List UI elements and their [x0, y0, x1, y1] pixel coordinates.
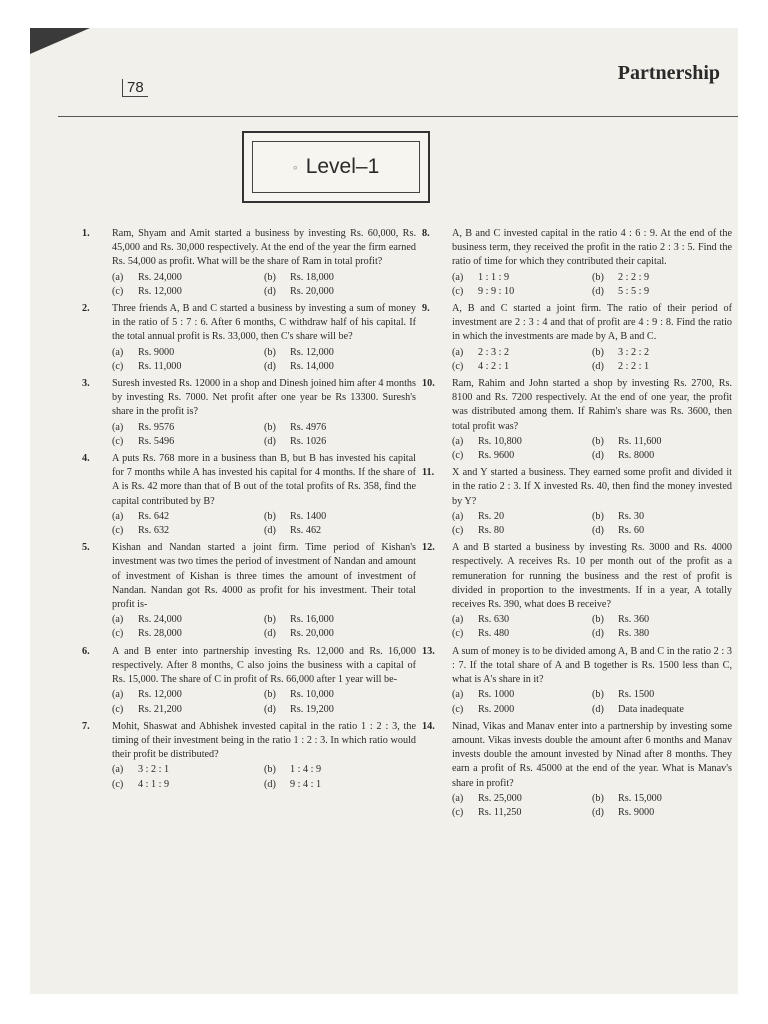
- question-item: [422, 541, 732, 641]
- answer-option: [112, 524, 264, 538]
- option-value: Rs. 2000: [478, 703, 515, 715]
- answer-option: [452, 510, 592, 524]
- question-text: Mohit, Shaswat and Abhishek invested capital in the ratio 1 : 2 : 3, the timing of their investment being in the ratio 1 : 2 : 3. In which ratio would their profit be distributed?: [112, 720, 416, 761]
- option-key: (a): [112, 510, 124, 522]
- option-value: Rs. 20: [478, 510, 505, 522]
- page-number: 78: [122, 79, 148, 97]
- option-value: Rs. 60: [618, 525, 645, 537]
- question-text: Ninad, Vikas and Manav enter into a partnership by investing some amount. Vikas invests double the amount after 6 months and Manav invests double the amount invested by Ninad after 8 months. They earn a profit of Rs. 45000 at the end of the year. What is Manav's share in profit?: [452, 720, 732, 789]
- answer-option: [112, 627, 264, 641]
- option-key: (a): [452, 792, 464, 804]
- option-key: (b): [264, 421, 276, 433]
- option-value: Rs. 8000: [618, 450, 655, 462]
- option-key: (d): [264, 435, 276, 447]
- option-key: (b): [592, 510, 604, 522]
- option-value: Rs. 5496: [138, 435, 175, 447]
- option-value: Rs. 630: [478, 614, 510, 626]
- option-key: (d): [592, 806, 604, 818]
- option-key: (a): [452, 614, 464, 626]
- question-item: [422, 645, 732, 717]
- option-value: Rs. 30: [618, 510, 645, 522]
- answer-option: [452, 524, 592, 538]
- answer-option: [112, 703, 264, 717]
- option-key: (b): [264, 689, 276, 701]
- question-number: 6.: [82, 645, 90, 657]
- option-value: Rs. 24,000: [138, 271, 182, 283]
- answer-option: [592, 613, 732, 627]
- option-key: (b): [592, 271, 604, 283]
- option-value: 1 : 4 : 9: [290, 764, 322, 776]
- option-key: (c): [112, 435, 124, 447]
- option-value: Rs. 80: [478, 525, 505, 537]
- option-key: (d): [264, 525, 276, 537]
- question-item: [82, 302, 416, 374]
- answer-option: [112, 510, 264, 524]
- answer-options: [452, 271, 732, 299]
- answer-option: [264, 285, 416, 299]
- answer-option: [452, 271, 592, 285]
- left-question-column: [82, 227, 416, 795]
- question-text: Three friends A, B and C started a business by investing a sum of money in the ratio of 5 : 7 : 6. After 6 months, C withdraw half of his capital. If the total annual profit is Rs. 33,000, then C's share will be?: [112, 303, 416, 343]
- option-key: (c): [112, 525, 124, 537]
- answer-option: [112, 435, 264, 449]
- option-value: Rs. 12,000: [290, 346, 334, 358]
- option-value: Rs. 24,000: [138, 614, 182, 626]
- answer-options: [112, 421, 416, 449]
- option-key: (c): [452, 285, 464, 297]
- answer-option: [452, 792, 592, 806]
- question-text: A sum of money is to be divided among A, B and C in the ratio 2 : 3 : 7. If the total share of A and B together is Rs. 1500 less than C, what is A's share in it?: [452, 645, 732, 686]
- question-number: 11.: [422, 467, 435, 479]
- answer-option: [264, 421, 416, 435]
- question-number: 10.: [422, 378, 435, 390]
- option-key: (b): [592, 689, 604, 701]
- option-key: (b): [264, 346, 276, 358]
- answer-option: [592, 360, 732, 374]
- question-text: Kishan and Nandan started a joint firm. Time period of Kishan's investment was two times the period of investment of Nandan and amount of investment of Kishan is three times the amount of investment of Nandan. Nandan got Rs. 4000 as profit for his investment. Their total profit is-: [112, 542, 416, 611]
- answer-option: [264, 524, 416, 538]
- question-text: X and Y started a business. They earned some profit and divided it in the ratio 2 : 3. If X invested Rs. 40, then find the money invested by Y?: [452, 467, 732, 507]
- answer-options: [452, 792, 732, 820]
- answer-option: [264, 627, 416, 641]
- answer-option: [112, 271, 264, 285]
- question-item: [82, 645, 416, 717]
- question-number: 9.: [422, 303, 430, 315]
- answer-option: [112, 613, 264, 627]
- answer-options: [452, 510, 732, 538]
- question-item: [82, 227, 416, 299]
- option-key: (c): [452, 360, 464, 372]
- option-value: 3 : 2 : 2: [618, 346, 650, 358]
- answer-option: [452, 285, 592, 299]
- option-value: Rs. 16,000: [290, 614, 334, 626]
- option-key: (b): [264, 614, 276, 626]
- question-number: 14.: [422, 720, 435, 732]
- question-text: A, B and C invested capital in the ratio 4 : 6 : 9. At the end of the business term, they received the profit in the ratio 2 : 3 : 5. Find the ratio of time for which they contributed their capital.: [452, 228, 732, 268]
- answer-options: [112, 688, 416, 716]
- option-value: Rs. 480: [478, 628, 510, 640]
- option-value: Rs. 9000: [138, 346, 175, 358]
- answer-option: [112, 763, 264, 777]
- chapter-title: Partnership: [617, 62, 720, 84]
- option-key: (c): [112, 703, 124, 715]
- option-value: Rs. 20,000: [290, 628, 334, 640]
- option-key: (a): [112, 614, 124, 626]
- option-key: (a): [452, 510, 464, 522]
- level-heading-inner: [252, 141, 420, 193]
- answer-options: [452, 613, 732, 641]
- answer-option: [452, 806, 592, 820]
- option-value: Rs. 632: [138, 525, 170, 537]
- option-value: Rs. 1000: [478, 689, 515, 701]
- answer-option: [112, 778, 264, 792]
- option-value: Rs. 14,000: [290, 360, 334, 372]
- answer-option: [112, 346, 264, 360]
- option-key: (d): [264, 628, 276, 640]
- answer-option: [592, 703, 732, 717]
- answer-option: [264, 435, 416, 449]
- question-item: [422, 466, 732, 538]
- option-key: (d): [592, 285, 604, 297]
- option-value: Rs. 20,000: [290, 285, 334, 297]
- option-value: Rs. 19,200: [290, 703, 334, 715]
- answer-option: [264, 688, 416, 702]
- answer-option: [264, 763, 416, 777]
- answer-option: [592, 510, 732, 524]
- option-value: Rs. 10,800: [478, 435, 522, 447]
- option-value: Rs. 462: [290, 525, 322, 537]
- option-key: (b): [592, 792, 604, 804]
- option-key: (a): [452, 271, 464, 283]
- answer-option: [452, 613, 592, 627]
- option-key: (d): [592, 450, 604, 462]
- question-number: 1.: [82, 228, 90, 239]
- answer-option: [452, 435, 592, 449]
- option-key: (c): [112, 285, 124, 297]
- answer-option: [264, 778, 416, 792]
- option-value: Rs. 360: [618, 614, 650, 626]
- option-value: Rs. 1026: [290, 435, 327, 447]
- question-item: [422, 377, 732, 463]
- option-key: (c): [452, 806, 464, 818]
- option-value: Rs. 4976: [290, 421, 327, 433]
- option-value: 3 : 2 : 1: [138, 764, 170, 776]
- bullet-icon: ◦: [292, 159, 298, 175]
- option-key: (c): [452, 525, 464, 537]
- answer-options: [112, 346, 416, 374]
- option-value: 1 : 1 : 9: [478, 271, 510, 283]
- question-text: A, B and C started a joint firm. The ratio of their period of investment are 2 : 3 : 4 and that of profit are 4 : 9 : 8. Find the ratio in which the investments are made by A, B and C.: [452, 303, 732, 343]
- question-item: [82, 720, 416, 792]
- question-number: 3.: [82, 378, 90, 390]
- answer-option: [452, 627, 592, 641]
- option-value: 4 : 1 : 9: [138, 778, 170, 790]
- option-value: Rs. 11,250: [478, 806, 522, 818]
- question-item: [422, 227, 732, 299]
- option-value: Rs. 12,000: [138, 689, 182, 701]
- option-key: (d): [264, 285, 276, 297]
- question-number: 13.: [422, 645, 435, 657]
- answer-option: [112, 421, 264, 435]
- question-item: [82, 452, 416, 538]
- option-value: Data inadequate: [618, 703, 684, 715]
- option-value: Rs. 25,000: [478, 792, 522, 804]
- option-value: Rs. 9000: [618, 806, 655, 818]
- option-key: (d): [592, 525, 604, 537]
- option-key: (c): [112, 778, 124, 790]
- answer-option: [592, 524, 732, 538]
- question-text: Ram, Rahim and John started a shop by investing Rs. 2700, Rs. 8100 and Rs. 7200 respectively. At the end of one year, the profit was distributed among them. If Rahim's share was Rs. 3600, then total profit was?: [452, 378, 732, 432]
- right-question-column: [422, 227, 732, 823]
- answer-option: [592, 285, 732, 299]
- question-text: Ram, Shyam and Amit started a business by investing Rs. 60,000, Rs. 45,000 and Rs. 30,000 respectively. At the end of the year the firm earned Rs. 54,000 as profit. What will be the share of Ram in total profit?: [112, 228, 416, 268]
- question-item: [82, 377, 416, 449]
- question-text: A puts Rs. 768 more in a business than B, but B has invested his capital for 7 months while A has invested his capital for 4 months. If the share of A is Rs. 42 more than that of B out of the total profits of Rs. 358, find the capital contributed by B?: [112, 453, 416, 507]
- option-key: (a): [452, 435, 464, 447]
- option-key: (d): [592, 360, 604, 372]
- answer-options: [452, 435, 732, 463]
- option-value: Rs. 1400: [290, 510, 327, 522]
- answer-option: [452, 360, 592, 374]
- option-key: (d): [264, 360, 276, 372]
- option-value: Rs. 12,000: [138, 285, 182, 297]
- option-key: (d): [264, 778, 276, 790]
- answer-option: [592, 449, 732, 463]
- answer-option: [264, 271, 416, 285]
- answer-option: [592, 688, 732, 702]
- option-value: 9 : 4 : 1: [290, 778, 322, 790]
- option-value: 2 : 3 : 2: [478, 346, 510, 358]
- option-key: (b): [264, 764, 276, 776]
- option-value: 2 : 2 : 9: [618, 271, 650, 283]
- answer-options: [112, 763, 416, 791]
- option-key: (b): [592, 614, 604, 626]
- answer-option: [264, 346, 416, 360]
- question-text: A and B enter into partnership investing Rs. 12,000 and Rs. 16,000 respectively. After 8 months, C also joins the business with a capital of Rs. 15,000. The share of C in profit of Rs. 66,000 after 1 year will be-: [112, 645, 416, 686]
- option-key: (a): [112, 689, 124, 701]
- option-key: (b): [592, 435, 604, 447]
- option-key: (c): [112, 628, 124, 640]
- answer-option: [452, 703, 592, 717]
- option-key: (a): [112, 346, 124, 358]
- option-key: (a): [112, 764, 124, 776]
- answer-options: [112, 510, 416, 538]
- answer-option: [592, 435, 732, 449]
- option-key: (c): [452, 450, 464, 462]
- question-text: Suresh invested Rs. 12000 in a shop and Dinesh joined him after 4 months by investing Rs. 7000. Net profit after one year be Rs 13300. Suresh's share in the profit is?: [112, 378, 416, 418]
- answer-option: [452, 346, 592, 360]
- option-key: (b): [264, 271, 276, 283]
- question-item: [82, 541, 416, 641]
- option-key: (b): [592, 346, 604, 358]
- question-text: A and B started a business by investing Rs. 3000 and Rs. 4000 respectively. A receives Rs. 10 per month out of the profit as a remuneration for running the business and the rest of profit is divided in proportion to the investments. If in a year, A totally receives Rs. 390, what does B receive?: [452, 542, 732, 611]
- answer-option: [112, 688, 264, 702]
- option-value: Rs. 380: [618, 628, 650, 640]
- answer-option: [264, 360, 416, 374]
- question-number: 2.: [82, 303, 90, 315]
- answer-options: [112, 271, 416, 299]
- answer-option: [264, 703, 416, 717]
- option-key: (a): [112, 421, 124, 433]
- option-key: (a): [452, 346, 464, 358]
- level-title: Level–1: [305, 155, 380, 178]
- answer-option: [112, 285, 264, 299]
- answer-option: [592, 792, 732, 806]
- option-key: (d): [592, 703, 604, 715]
- book-page: [30, 28, 738, 994]
- option-key: (d): [264, 703, 276, 715]
- option-key: (c): [452, 703, 464, 715]
- answer-option: [112, 360, 264, 374]
- option-key: (a): [452, 689, 464, 701]
- answer-option: [264, 510, 416, 524]
- option-value: 5 : 5 : 9: [618, 285, 650, 297]
- question-item: [422, 302, 732, 374]
- question-number: 4.: [82, 453, 90, 465]
- option-value: Rs. 11,600: [618, 435, 662, 447]
- option-value: Rs. 9576: [138, 421, 175, 433]
- question-number: 12.: [422, 542, 435, 554]
- option-key: (b): [264, 510, 276, 522]
- question-number: 8.: [422, 228, 430, 239]
- option-value: 2 : 2 : 1: [618, 360, 650, 372]
- answer-options: [452, 346, 732, 374]
- option-key: (c): [452, 628, 464, 640]
- header-rule: [58, 116, 738, 117]
- answer-option: [592, 806, 732, 820]
- question-number: 7.: [82, 720, 90, 732]
- answer-option: [452, 449, 592, 463]
- option-value: Rs. 9600: [478, 450, 515, 462]
- answer-option: [592, 271, 732, 285]
- option-value: Rs. 1500: [618, 689, 655, 701]
- question-number: 5.: [82, 542, 90, 554]
- option-value: Rs. 642: [138, 510, 170, 522]
- option-value: Rs. 18,000: [290, 271, 334, 283]
- answer-option: [264, 613, 416, 627]
- option-key: (c): [112, 360, 124, 372]
- answer-option: [592, 346, 732, 360]
- page-corner-shadow: [30, 28, 90, 54]
- option-value: Rs. 10,000: [290, 689, 334, 701]
- option-value: Rs. 15,000: [618, 792, 662, 804]
- answer-option: [592, 627, 732, 641]
- question-item: [422, 720, 732, 820]
- option-key: (d): [592, 628, 604, 640]
- answer-options: [112, 613, 416, 641]
- option-value: 9 : 9 : 10: [478, 285, 515, 297]
- option-key: (a): [112, 271, 124, 283]
- option-value: Rs. 21,200: [138, 703, 182, 715]
- answer-option: [452, 688, 592, 702]
- level-heading-box: [242, 131, 430, 203]
- option-value: 4 : 2 : 1: [478, 360, 510, 372]
- option-value: Rs. 11,000: [138, 360, 182, 372]
- answer-options: [452, 688, 732, 716]
- option-value: Rs. 28,000: [138, 628, 182, 640]
